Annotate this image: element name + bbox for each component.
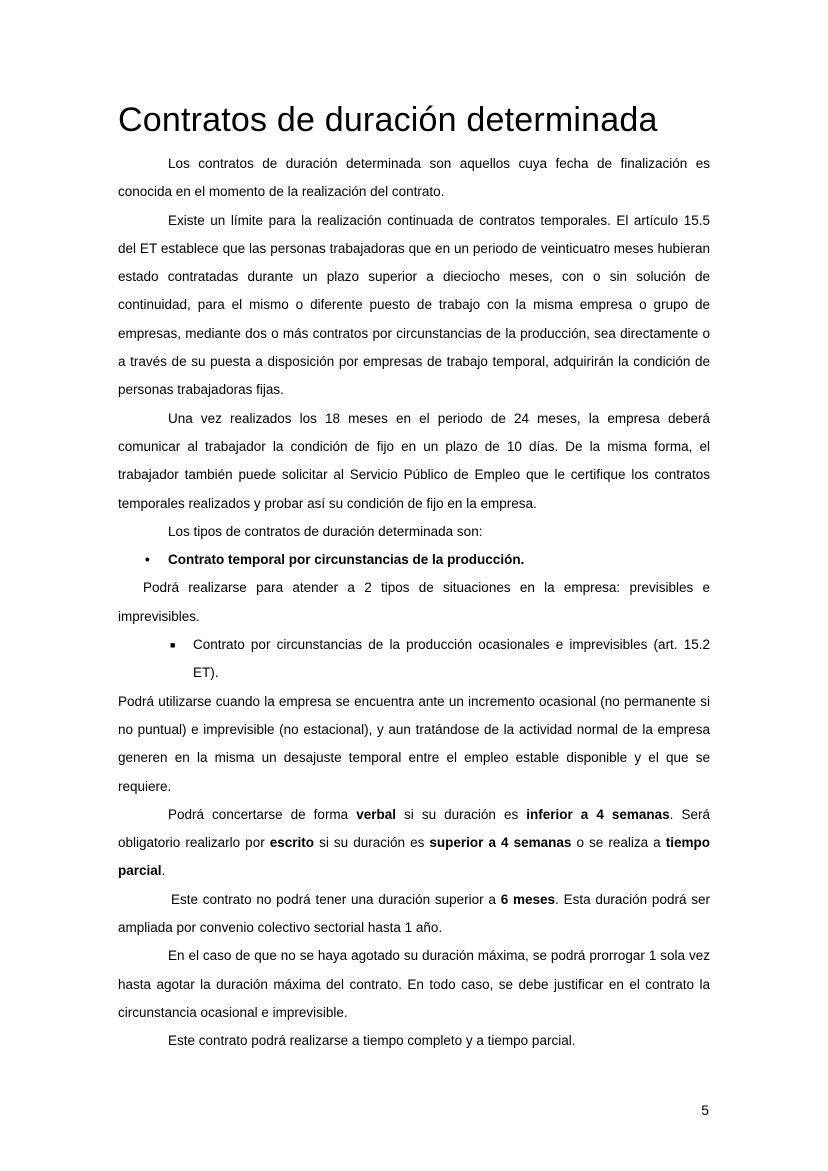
- page-number: 5: [701, 1102, 709, 1118]
- text-segment: Este contrato no podrá tener una duración superior a: [171, 891, 501, 907]
- bold-tiempo-parcial: tiempo parcial: [118, 835, 711, 879]
- paragraph-eighteen-months: Una vez realizados los 18 meses en el periodo de 24 meses, la empresa deberá comunicar al trabajador la condición de fijo en un plazo de 10 días. De la misma forma, el trabajador también puede solicitar al Servicio Público de Empleo que le certifique los contratos temporales realizados y probar así su condición de fijo en la empresa.: [118, 410, 710, 511]
- bold-escrito: escrito: [269, 835, 315, 851]
- text-segment: si su duración es: [396, 806, 527, 822]
- text-segment: si su duración es: [314, 835, 430, 851]
- page-title: Contratos de duración determinada: [118, 101, 658, 139]
- document-page: [118, 98, 710, 1056]
- text-segment: . Será obligatorio realizarlo por: [118, 806, 710, 851]
- paragraph-form: [118, 801, 710, 886]
- bold-inferior: inferior a 4 semanas: [526, 806, 670, 822]
- bold-superior: superior a 4 semanas: [429, 835, 572, 851]
- bold-six-months: 6 meses: [500, 891, 556, 907]
- text-segment: .: [161, 863, 166, 879]
- list-item-label: Contrato temporal por circunstancias de la producción.: [168, 552, 525, 568]
- paragraph-situations: Podrá realizarse para atender a 2 tipos de situaciones en la empresa: previsibles e imprevisibles.: [118, 580, 710, 624]
- paragraph-limit: Existe un límite para la realización continuada de contratos temporales. El artículo 15.5 del ET establece que las personas trabajadoras que en un periodo de veinticuatro meses hubieran estado contratadas durante un plazo superior a dieciocho meses, con o sin solución de continuidad, para el mismo o diferente puesto de trabajo con la misma empresa o grupo de empresas, mediante dos o más contratos por circunstancias de la producción, sea directamente o a través de su puesta a disposición por empresas de trabajo temporal, adquirirán la condición de personas trabajadoras fijas.: [118, 212, 710, 398]
- text-segment: o se realiza a: [571, 835, 666, 851]
- square-bullet-icon: ■: [170, 640, 176, 651]
- list-item-production-contract: [118, 546, 710, 574]
- sub-list-item-occasional-contract: [118, 631, 710, 688]
- bullet-icon: •: [145, 552, 150, 568]
- paragraph-schedule: Este contrato podrá realizarse a tiempo completo y a tiempo parcial.: [168, 1033, 576, 1049]
- text-segment: Podrá concertarse de forma: [168, 806, 357, 822]
- text-segment: . Esta duración podrá ser ampliada por convenio colectivo sectorial hasta 1 año.: [118, 891, 710, 936]
- sub-list-item-label: Contrato por circunstancias de la producción ocasionales e imprevisibles (art. 15.2 ET).: [193, 637, 710, 681]
- paragraph-duration: [118, 886, 710, 943]
- paragraph-extension: En el caso de que no se haya agotado su duración máxima, se podrá prorrogar 1 sola vez hasta agotar la duración máxima del contrato. En todo caso, se debe justificar en el contrato la circunstancia ocasional e imprevisible.: [118, 948, 710, 1020]
- paragraph-types-intro: Los tipos de contratos de duración determinada son:: [168, 523, 483, 539]
- paragraph-usage: Podrá utilizarse cuando la empresa se encuentra ante un incremento ocasional (no permanente si no puntual) e imprevisible (no estacional), y aun tratándose de la actividad normal de la empresa generen en la misma un desajuste temporal entre el empleo estable disponible y el que se requiere.: [118, 693, 710, 794]
- bold-verbal: verbal: [356, 806, 397, 822]
- paragraph-intro: Los contratos de duración determinada son aquellos cuya fecha de finalización es conocida en el momento de la realización del contrato.: [118, 156, 710, 200]
